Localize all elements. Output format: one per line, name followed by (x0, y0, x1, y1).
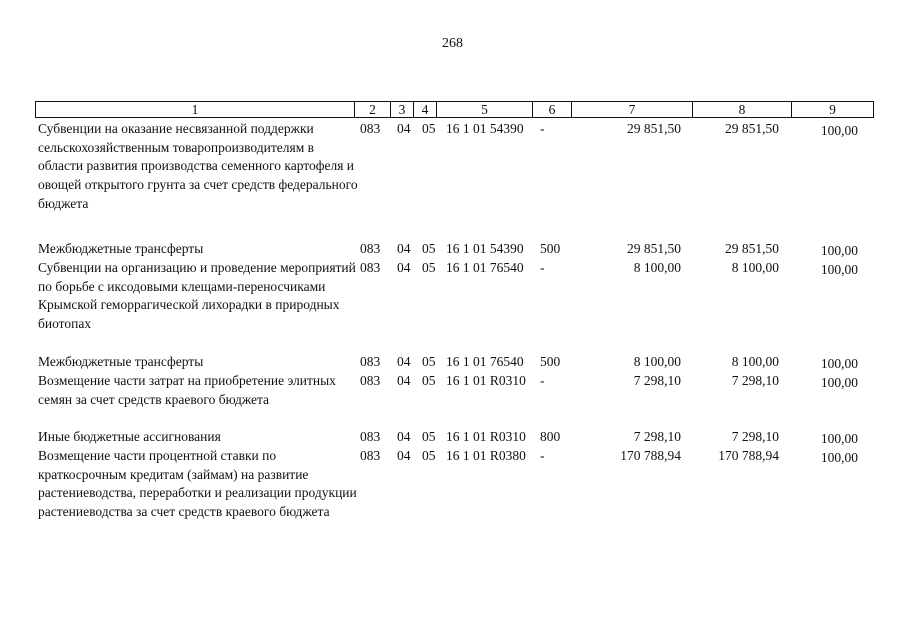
row-col-7: 7 298,10 (633, 373, 681, 388)
row-col-8: 29 851,50 (725, 121, 779, 136)
row-subsection: 05 (422, 241, 436, 256)
row-section: 04 (397, 429, 411, 444)
header-col-5: 5 (437, 102, 533, 118)
header-col-2: 2 (355, 102, 391, 118)
row-section: 04 (397, 354, 411, 369)
row-subsection: 05 (422, 429, 436, 444)
header-col-1: 1 (36, 102, 355, 118)
row-name: Субвенции на оказание несвязанной поддержки сельскохозяйственным товаропроизводителям в области развития производства семенного картофеля и овощей открытого грунта за счет средств федерального бюджета (38, 121, 358, 211)
row-name: Возмещение части затрат на приобретение элитных семян за счет средств краевого бюджета (38, 373, 336, 407)
row-target-article: 16 1 01 R0310 (446, 429, 526, 444)
row-target-article: 16 1 01 54390 (446, 241, 524, 256)
row-admin-code: 083 (360, 260, 381, 275)
row-expense-type: 500 (540, 354, 561, 369)
row-name: Межбюджетные трансферты (38, 241, 204, 256)
row-col-7: 8 100,00 (633, 260, 681, 275)
row-expense-type: - (540, 448, 545, 463)
row-section: 04 (397, 241, 411, 256)
row-col-7: 29 851,50 (627, 241, 681, 256)
row-name: Возмещение части процентной ставки по краткосрочным кредитам (займам) на развитие растениеводства, переработки и реализации продукции растениеводства за счет средств краевого бюджета (38, 448, 357, 520)
row-col-7: 8 100,00 (633, 354, 681, 369)
page-number: 268 (442, 36, 463, 51)
row-col-9: 100,00 (820, 243, 858, 258)
row-target-article: 16 1 01 R0310 (446, 373, 526, 388)
row-admin-code: 083 (360, 241, 381, 256)
row-col-8: 8 100,00 (731, 354, 779, 369)
row-name: Субвенции на организацию и проведение мероприятий по борьбе с иксодовыми клещами-переносчиками Крымской геморрагической лихорадки в природных биотопах (38, 260, 356, 332)
row-admin-code: 083 (360, 354, 381, 369)
row-col-9: 100,00 (820, 356, 858, 371)
header-col-4: 4 (414, 102, 437, 118)
row-col-9: 100,00 (820, 375, 858, 390)
row-expense-type: - (540, 260, 545, 275)
row-section: 04 (397, 448, 411, 463)
column-number-header (35, 101, 874, 118)
row-target-article: 16 1 01 76540 (446, 354, 524, 369)
row-subsection: 05 (422, 121, 436, 136)
row-col-8: 8 100,00 (731, 260, 779, 275)
row-col-7: 170 788,94 (620, 448, 681, 463)
row-section: 04 (397, 260, 411, 275)
row-name: Межбюджетные трансферты (38, 354, 204, 369)
row-section: 04 (397, 121, 411, 136)
row-admin-code: 083 (360, 121, 381, 136)
row-subsection: 05 (422, 354, 436, 369)
row-expense-type: 500 (540, 241, 561, 256)
row-target-article: 16 1 01 54390 (446, 121, 524, 136)
row-name: Иные бюджетные ассигнования (38, 429, 221, 444)
row-admin-code: 083 (360, 448, 381, 463)
header-col-9: 9 (792, 102, 874, 118)
row-subsection: 05 (422, 448, 436, 463)
row-expense-type: 800 (540, 429, 561, 444)
row-col-9: 100,00 (820, 431, 858, 446)
row-admin-code: 083 (360, 429, 381, 444)
row-col-8: 29 851,50 (725, 241, 779, 256)
row-subsection: 05 (422, 260, 436, 275)
row-col-7: 7 298,10 (633, 429, 681, 444)
row-expense-type: - (540, 121, 545, 136)
row-subsection: 05 (422, 373, 436, 388)
row-col-8: 170 788,94 (718, 448, 779, 463)
row-col-8: 7 298,10 (731, 429, 779, 444)
header-col-6: 6 (533, 102, 572, 118)
row-target-article: 16 1 01 R0380 (446, 448, 526, 463)
row-admin-code: 083 (360, 373, 381, 388)
row-col-7: 29 851,50 (627, 121, 681, 136)
header-col-3: 3 (391, 102, 414, 118)
row-col-9: 100,00 (820, 123, 858, 138)
row-section: 04 (397, 373, 411, 388)
row-col-8: 7 298,10 (731, 373, 779, 388)
row-col-9: 100,00 (820, 262, 858, 277)
row-target-article: 16 1 01 76540 (446, 260, 524, 275)
header-col-8: 8 (693, 102, 792, 118)
row-expense-type: - (540, 373, 545, 388)
row-col-9: 100,00 (820, 450, 858, 465)
header-col-7: 7 (572, 102, 693, 118)
